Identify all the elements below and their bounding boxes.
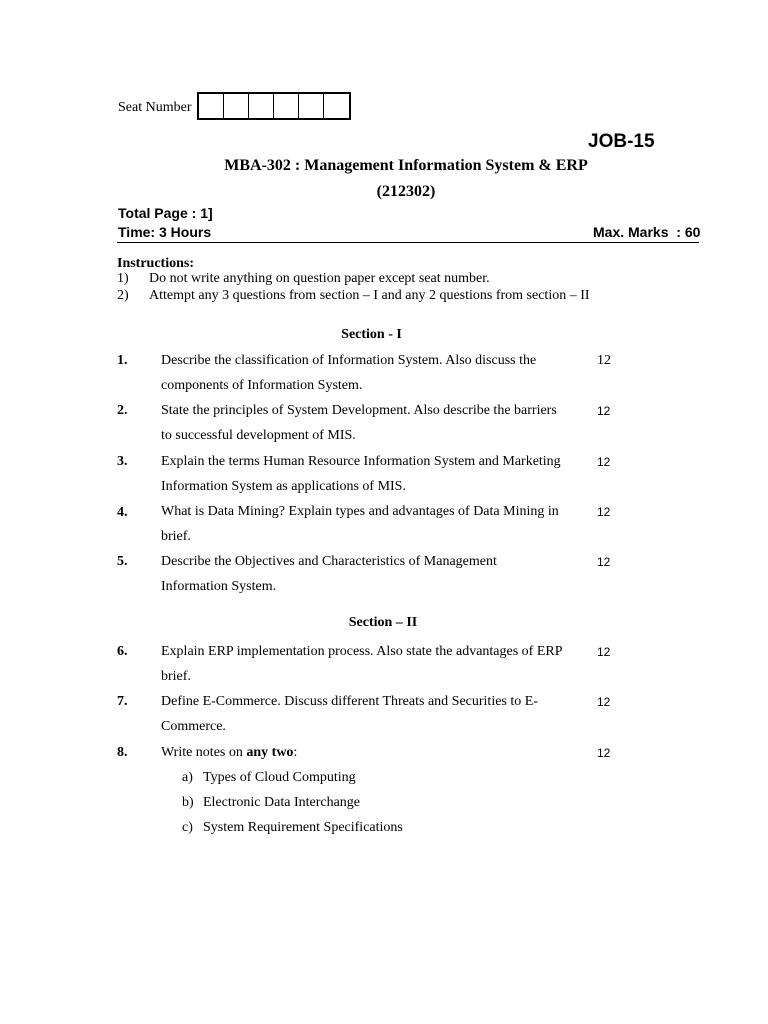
seat-number-label: Seat Number — [118, 100, 192, 115]
question-line: components of Information System. — [161, 378, 363, 393]
sub-item-text: Electronic Data Interchange — [203, 795, 361, 810]
question-number: 2. — [117, 403, 128, 418]
question-line: Describe the classification of Information System. Also discuss the — [161, 353, 537, 368]
question-line: State the principles of System Development. Also describe the barriers — [161, 403, 557, 418]
seat-number-box[interactable] — [199, 94, 224, 118]
total-page: Total Page : 1] — [118, 205, 213, 221]
question-line: Define E-Commerce. Discuss different Threats and Securities to E- — [161, 694, 538, 709]
seat-number-box[interactable] — [324, 94, 349, 118]
question-emphasis: any two — [246, 745, 294, 760]
exam-time: Time: 3 Hours — [118, 224, 212, 240]
question-line: Explain ERP implementation process. Also state the advantages of ERP — [161, 644, 563, 659]
seat-number-boxes[interactable] — [197, 92, 351, 120]
question-text — [161, 549, 569, 599]
question-marks: 12 — [597, 746, 611, 760]
job-code: JOB-15 — [588, 131, 655, 152]
question-line: brief. — [161, 669, 191, 684]
header-divider — [117, 242, 699, 243]
question-line: Write notes on — [161, 745, 247, 760]
sub-item-text: System Requirement Specifications — [203, 820, 403, 835]
question-text — [161, 499, 569, 549]
question-text — [161, 689, 569, 739]
sub-item-letter: a) — [182, 770, 193, 785]
seat-number-box[interactable] — [224, 94, 249, 118]
question-line: : — [293, 745, 298, 760]
question-text — [161, 639, 569, 689]
question-line: Describe the Objectives and Characteristics of Management — [161, 554, 497, 569]
question-number: 7. — [117, 694, 128, 709]
question-text — [161, 449, 569, 499]
question-text — [161, 398, 569, 448]
question-number: 5. — [117, 554, 128, 569]
section-heading: Section - I — [341, 327, 402, 342]
question-marks: 12 — [597, 505, 611, 519]
question-line: Explain the terms Human Resource Information System and Marketing — [161, 454, 561, 469]
question-line: Information System. — [161, 579, 277, 594]
question-line: What is Data Mining? Explain types and advantages of Data Mining in — [161, 504, 559, 519]
instruction-text: Attempt any 3 questions from section – I and any 2 questions from section – II — [149, 288, 590, 303]
question-marks: 12 — [597, 555, 611, 569]
seat-number-box[interactable] — [249, 94, 274, 118]
instruction-text: Do not write anything on question paper except seat number. — [149, 271, 490, 286]
question-number: 1. — [117, 353, 128, 368]
question-line: Commerce. — [161, 719, 226, 734]
question-number: 4. — [117, 505, 128, 520]
question-line: to successful development of MIS. — [161, 428, 356, 443]
question-marks: 12 — [597, 353, 611, 368]
question-marks: 12 — [597, 695, 611, 709]
paper-title: MBA-302 : Management Information System & ERP — [224, 157, 588, 174]
question-text — [161, 740, 569, 765]
seat-number-box[interactable] — [274, 94, 299, 118]
question-number: 8. — [117, 745, 128, 760]
sub-item-letter: b) — [182, 795, 194, 810]
sub-item-text: Types of Cloud Computing — [203, 770, 356, 785]
question-text — [161, 348, 569, 398]
section-heading: Section – II — [348, 615, 418, 630]
question-number: 3. — [117, 454, 128, 469]
question-number: 6. — [117, 644, 128, 659]
question-line: brief. — [161, 529, 191, 544]
question-marks: 12 — [597, 645, 611, 659]
instructions-title: Instructions: — [117, 256, 195, 271]
question-line: Information System as applications of MIS. — [161, 479, 406, 494]
question-marks: 12 — [597, 455, 611, 469]
seat-number-box[interactable] — [299, 94, 324, 118]
paper-code: (212302) — [376, 183, 436, 200]
question-marks: 12 — [597, 404, 611, 418]
sub-item-letter: c) — [182, 820, 193, 835]
instruction-number: 2) — [117, 288, 129, 303]
max-marks: Max. Marks : 60 — [593, 224, 701, 240]
instruction-number: 1) — [117, 271, 129, 286]
